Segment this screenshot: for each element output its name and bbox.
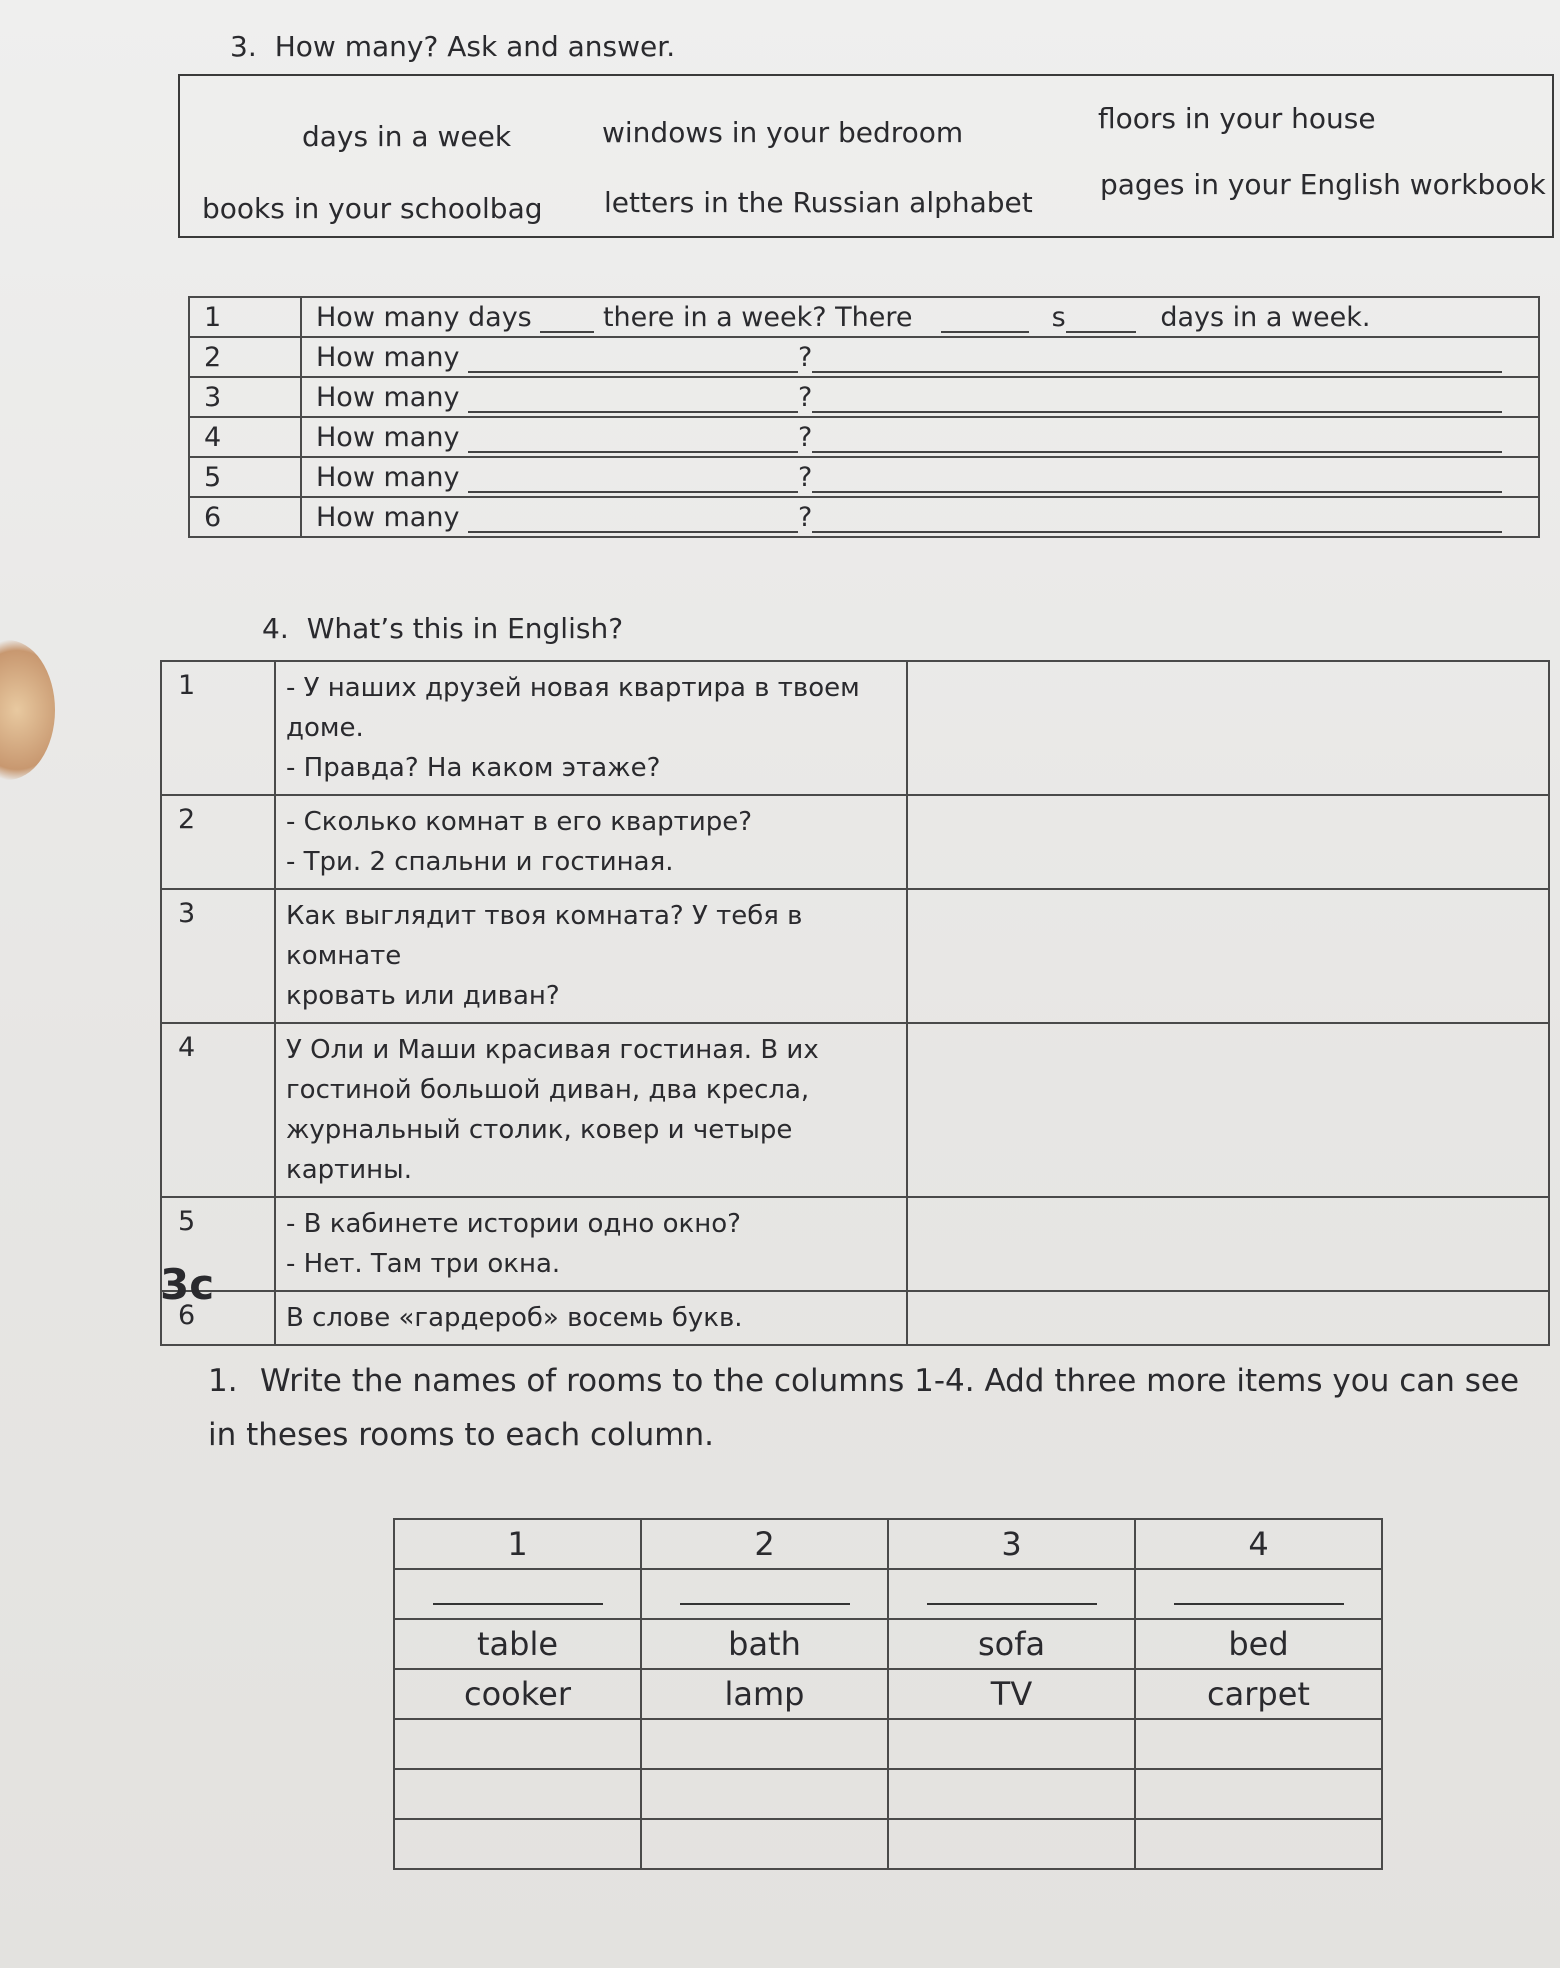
- row-number: 6: [161, 1291, 275, 1345]
- row-number: 1: [161, 661, 275, 795]
- answer-blank[interactable]: [540, 331, 594, 333]
- answer-blank[interactable]: [812, 531, 1502, 533]
- table-row: [189, 377, 1539, 417]
- exercise-3-heading: [230, 30, 675, 63]
- question-start: How many: [316, 421, 460, 453]
- table-row: [189, 457, 1539, 497]
- answer-end: days in a week.: [1160, 301, 1371, 333]
- table-row: [161, 795, 1549, 889]
- table-row: [189, 337, 1539, 377]
- row-number: 3: [161, 889, 275, 1023]
- item-cell: bath: [641, 1619, 888, 1669]
- blank-line: [680, 1583, 850, 1605]
- rooms-table: [393, 1518, 1383, 1870]
- table-row: [161, 661, 1549, 795]
- item-cell: cooker: [394, 1669, 641, 1719]
- row-number: 2: [189, 337, 301, 377]
- suffix-letter: s: [1051, 301, 1066, 333]
- empty-cell[interactable]: [641, 1769, 888, 1819]
- answer-cell[interactable]: [907, 889, 1549, 1023]
- table-row: [161, 1023, 1549, 1197]
- empty-cell[interactable]: [1135, 1819, 1382, 1869]
- question-start: How many: [316, 501, 460, 533]
- russian-text: Как выглядит твоя комната? У тебя в комнате кровать или диван?: [275, 889, 907, 1023]
- blank-line: [1174, 1583, 1344, 1605]
- item-cell: bed: [1135, 1619, 1382, 1669]
- finger-photo-artifact: [0, 640, 55, 780]
- russian-text: - У наших друзей новая квартира в твоем доме. - Правда? На каком этаже?: [275, 661, 907, 795]
- row-number: 3: [189, 377, 301, 417]
- word-item: windows in your bedroom: [602, 116, 964, 149]
- table-row: [161, 1291, 1549, 1345]
- translation-table: [160, 660, 1550, 1346]
- section-heading: 3c: [160, 1260, 215, 1309]
- row-number: 1: [189, 297, 301, 337]
- instruction-text: Write the names of rooms to the columns 1-4. Add three more items you can see in theses rooms to each column.: [208, 1363, 1520, 1453]
- question-start: How many days: [316, 301, 532, 333]
- answer-blank[interactable]: [812, 411, 1502, 413]
- answer-cell[interactable]: [907, 661, 1549, 795]
- column-header: 1: [394, 1519, 641, 1569]
- answer-blank[interactable]: [468, 411, 798, 413]
- header-row: [394, 1519, 1382, 1569]
- question-mark: ?: [798, 381, 813, 413]
- empty-cell[interactable]: [1135, 1719, 1382, 1769]
- question-cell[interactable]: [301, 337, 1539, 377]
- column-header: 4: [1135, 1519, 1382, 1569]
- empty-cell[interactable]: [888, 1719, 1135, 1769]
- exercise-title: What’s this in English?: [306, 612, 624, 645]
- how-many-table: [188, 296, 1540, 538]
- answer-blank[interactable]: [1066, 331, 1136, 333]
- item-cell: TV: [888, 1669, 1135, 1719]
- answer-blank[interactable]: [468, 451, 798, 453]
- empty-cell[interactable]: [641, 1719, 888, 1769]
- question-cell[interactable]: [301, 297, 1539, 337]
- answer-cell[interactable]: [907, 1023, 1549, 1197]
- empty-cell[interactable]: [394, 1769, 641, 1819]
- table-row: [189, 497, 1539, 537]
- table-row: [189, 297, 1539, 337]
- russian-text: В слове «гардероб» восемь букв.: [275, 1291, 907, 1345]
- empty-cell[interactable]: [1135, 1769, 1382, 1819]
- russian-text: У Оли и Маши красивая гостиная. В их гостиной большой диван, два кресла, журнальный столик, ковер и четыре картины.: [275, 1023, 907, 1197]
- question-start: How many: [316, 461, 460, 493]
- empty-cell[interactable]: [394, 1819, 641, 1869]
- row-number: 4: [189, 417, 301, 457]
- answer-blank[interactable]: [468, 371, 798, 373]
- question-cell[interactable]: [301, 377, 1539, 417]
- answer-blank[interactable]: [812, 491, 1502, 493]
- row-number: 5: [161, 1197, 275, 1291]
- empty-cell[interactable]: [888, 1819, 1135, 1869]
- word-item: books in your schoolbag: [202, 192, 543, 225]
- item-cell: lamp: [641, 1669, 888, 1719]
- item-cell: sofa: [888, 1619, 1135, 1669]
- exercise-title: How many? Ask and answer.: [274, 30, 676, 63]
- item-row: [394, 1669, 1382, 1719]
- empty-cell[interactable]: [888, 1769, 1135, 1819]
- row-number: 2: [161, 795, 275, 889]
- row-number: 4: [161, 1023, 275, 1197]
- empty-row: [394, 1769, 1382, 1819]
- exercise-number: 4.: [262, 612, 289, 645]
- answer-blank[interactable]: [812, 371, 1502, 373]
- row-number: 6: [189, 497, 301, 537]
- room-name-row: [394, 1569, 1382, 1619]
- question-cell[interactable]: [301, 457, 1539, 497]
- item-row: [394, 1619, 1382, 1669]
- room-name-blank[interactable]: [888, 1569, 1135, 1619]
- word-item: letters in the Russian alphabet: [604, 186, 1033, 219]
- question-start: How many: [316, 341, 460, 373]
- question-cell[interactable]: [301, 417, 1539, 457]
- room-name-blank[interactable]: [1135, 1569, 1382, 1619]
- blank-line: [927, 1583, 1097, 1605]
- answer-blank[interactable]: [468, 491, 798, 493]
- empty-row: [394, 1719, 1382, 1769]
- word-item: days in a week: [302, 120, 512, 153]
- question-cell[interactable]: [301, 497, 1539, 537]
- column-header: 3: [888, 1519, 1135, 1569]
- russian-text: - Сколько комнат в его квартире? - Три. 2 спальни и гостиная.: [275, 795, 907, 889]
- answer-cell[interactable]: [907, 1197, 1549, 1291]
- exercise-4-heading: [262, 612, 623, 645]
- table-row: [161, 1197, 1549, 1291]
- table-row: [189, 417, 1539, 457]
- question-middle: there in a week? There: [602, 301, 913, 333]
- word-item: pages in your English workbook: [1100, 168, 1546, 201]
- question-start: How many: [316, 381, 460, 413]
- room-name-blank[interactable]: [394, 1569, 641, 1619]
- question-mark: ?: [798, 501, 813, 533]
- exercise-number: 1.: [208, 1363, 238, 1399]
- russian-text: - В кабинете истории одно окно? - Нет. Там три окна.: [275, 1197, 907, 1291]
- table-row: [161, 889, 1549, 1023]
- exercise-number: 3.: [230, 30, 257, 63]
- empty-cell[interactable]: [394, 1719, 641, 1769]
- word-box: [178, 74, 1554, 238]
- answer-cell[interactable]: [907, 1291, 1549, 1345]
- question-mark: ?: [798, 341, 813, 373]
- blank-line: [433, 1583, 603, 1605]
- item-cell: table: [394, 1619, 641, 1669]
- question-mark: ?: [798, 461, 813, 493]
- exercise-1-instruction: [208, 1354, 1548, 1462]
- empty-row: [394, 1819, 1382, 1869]
- column-header: 2: [641, 1519, 888, 1569]
- word-item: floors in your house: [1098, 102, 1376, 135]
- item-cell: carpet: [1135, 1669, 1382, 1719]
- answer-blank[interactable]: [468, 531, 798, 533]
- room-name-blank[interactable]: [641, 1569, 888, 1619]
- answer-blank[interactable]: [812, 451, 1502, 453]
- empty-cell[interactable]: [641, 1819, 888, 1869]
- question-mark: ?: [798, 421, 813, 453]
- row-number: 5: [189, 457, 301, 497]
- answer-cell[interactable]: [907, 795, 1549, 889]
- answer-blank[interactable]: [941, 331, 1029, 333]
